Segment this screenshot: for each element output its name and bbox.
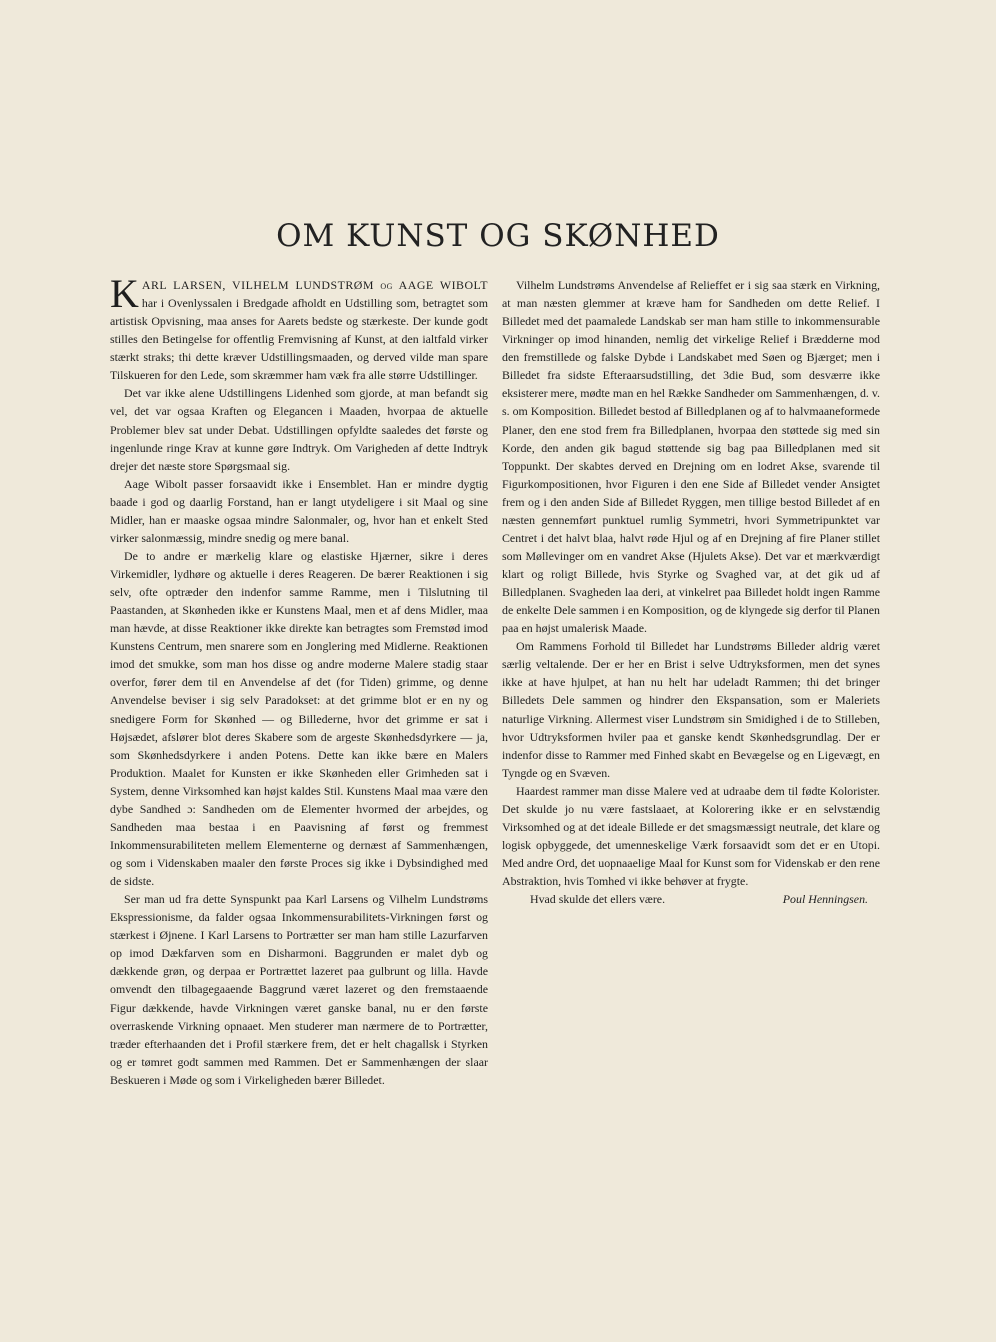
article-title: OM KUNST OG SKØNHED — [276, 218, 720, 254]
drop-cap: K — [110, 271, 139, 316]
lead-in-caps: ARL LARSEN, VILHELM LUNDSTRØM og AAGE WIBOLT — [141, 278, 488, 292]
paragraph-7: Om Rammens Forhold til Billedet har Lundstrøms Billeder aldrig været særlig veltalende. Der er her en Brist i selve Udtryksformen, men det synes ikke at have hjulpet, at han nu helt har udeladt Rammen; thi det bringer Billedets Dele sammen og hindrer den Ekspansation, som er Maleriets naturlige Virkning. Allermest viser Lundstrøm sin Smidighed i de to Stilleben, hvor Udtryksformen hviler paa et ganske kendt Skønhedsgrundlag. Der er indenfor disse to Rammer med Finhed skabt en Bevægelse og en Ligevægt, en Tyngde og en Svæven. — [502, 639, 880, 780]
left-column — [110, 271, 488, 1089]
paragraph-3: Aage Wibolt passer forsaavidt ikke i Ensemblet. Han er mindre dygtig baade i god og daarlig Forstand, han er langt utydeligere i sit Maal og sine Midler, han er maaske ogsaa mindre Salonmaler, og, hvor han et enkelt Sted virker salonmæssig, mindre snedig og mere banal. — [110, 476, 488, 545]
paragraph-8: Haardest rammer man disse Malere ved at udraabe dem til fødte Kolorister. Det skulde jo nu være fastslaaet, at Kolorering ikke er en selvstændig Virksomhed og at det ideale Billede er det smagsmæssigt neutrale, det klare og logisk opbyggede, det umenneskelige Værk forsaavidt som det er en Utopi. Med andre Ord, det uopnaaelige Maal for Kunst som for Videnskab er den rene Abstraktion, hvis Tomhed vi ikke behøver at frygte. — [502, 783, 880, 889]
paragraph-4: De to andre er mærkelig klare og elastiske Hjærner, sikre i deres Virkemidler, lydhøre og aktuelle i deres Reageren. De bærer Reaktionen i sig selv, ofte optræder den indenfor samme Ramme, men i Tilslutning til Paastanden, at Skønheden ikke er Kunstens Maal, men et af dens Midler, maa man hævde, at disse Reaktioner ikke direkte kan betragtes som Fremstød imod Kunstens Centrum, men snarere som en Jonglering med Midlerne. Reaktionen imod det smukke, som man hos disse og andre moderne Malere stadig staar overfor, fører dem til en Anvendelse af det (for Tiden) grimme, og denne Anvendelse beviser i sig selv Paradokset: at det grimme blot er en ny og snedigere Form for Skønhed — og Billederne, hvor det grimme er sat i Højsædet, afslører blot deres Skabere som de argeste Skønhedsdyrkere — ja, som Skønhedsdyrkere i anden Potens. Dette kan ikke bære en Malers Produktion. Maalet for Kunsten er ikke Skønheden eller Grimheden sat i System, denne Virksomhed kan højst kaldes Stil. Kunstens Maal maa være den dybe Sandhed ɔ: Sandheden om de Elementer hvormed der arbejdes, og Sandheden maa bestaa i en Paavisning af først og fremmest Inkommensurabiliteten mellem Elementerne og dernæst af Sammenhængen, og som i Videnskaben maaler den første Proces sig ikke i Dybsindighed med de sidste. — [110, 548, 488, 889]
closing-text: Hvad skulde det ellers være. — [530, 892, 666, 907]
paragraph-2: Det var ikke alene Udstillingens Lidenhed som gjorde, at man befandt sig vel, det var ogsaa Kraften og Elegancen i Maaden, hvorpaa de aktuelle Problemer blev sat under Debat. Udstillingen opfyldte saaledes det første og ingenlunde ringe Krav at kunne gøre Indtryk. Om Varigheden af dette Indtryk drejer det næste store Spørgsmaal sig. — [110, 386, 488, 473]
paragraph-1 — [110, 271, 488, 384]
paragraph-6: Vilhelm Lundstrøms Anvendelse af Relieffet er i sig saa stærk en Virkning, at man næsten glemmer at kræve ham for Sandheden om dette Relief. I Billedet med det paamalede Landskab ser man ham stille to inkommensurable Virkninger op imod hinanden, nemlig det virkelige Relief i Brædderne mod den fremstillede og falske Dybde i Landskabet med Søen og Bjærget; men i Billedet fra sidste Efteraarsudstilling, det 3die Bud, som desværre ikke eksisterer mere, mødte man en hel Række Sandheder om Sammenhængen, d. v. s. om Komposition. Billedet bestod af Billedplanen og af to halvmaaneformede Planer, den ene stod frem fra Billedplanen, hvorpaa den støttede sig med sin Korde, den anden gik bagud støttende sig bag paa Billedplanen med sit Toppunkt. Der skabtes derved en Drejning om en lodret Akse, svarende til Figurkompositionen, hvor Figuren i den ene Side af Billedet vender Ansigtet frem og i den anden Side af Billedet Ryggen, men tillige bestod Billedet af en næsten gennemført punktuel rumlig Symmetri, hvori Symmetripunktet var Centret i det halvt blaa, halvt røde Hjul og af en Drejning af fire Planer stillet som Møllevinger om en vandret Akse (Hjulets Akse). Det var et mærkværdigt klart og roligt Billede, hvis Styrke og Svaghed var, at det gik ud af Billedplanen. Svagheden laa deri, at vinkelret paa Billedet holdt ingen Ramme de enkelte Dele sammen i en Komposition, og de klyngede sig derfor til Planen paa en højst umalerisk Maade. — [502, 278, 880, 636]
right-column — [502, 276, 880, 908]
paragraph-5: Ser man ud fra dette Synspunkt paa Karl Larsens og Vilhelm Lundstrøms Ekspressionisme, da falder ogsaa Inkommensurabilitets-Virkningen først og stærkest i Øjnene. I Karl Larsens to Portrætter ser man ham stille Lazurfarven op imod Dækfarven som en Disharmoni. Baggrunden er malet dyb og dækkende grøn, og derpaa er Portrættet lazeret paa gulbrunt og lilla. Havde omvendt den tilbagegaaende Baggrund været lazeret og den fremstaaende Figur dækkende, havde Virkningen været ganske banal, nu er den første overraskende Virkning opnaaet. Men studerer man nærmere de to Portrætter, træder efterhaanden det i Profil stærkere frem, det er helt chagallsk i Styrken og er tømret godt sammen med Rammen. Det er Sammenhængen der slaar Beskueren i Møde og som i Virkeligheden bærer Billedet. — [110, 892, 488, 1087]
paragraph-1-text: har i Ovenlyssalen i Bredgade afholdt en Udstilling som, betragtet som artistisk Opvisning, maa anses for Aarets bedste og stærkeste. Der kunde godt stilles den Betingelse for offentlig Fremvisning af Kunst, at den ialtfald virker stærkt straks; thi dette kræver Udstillingsmaaden, og derved vilde man spare Tilskueren for den Lede, som skræmmer ham væk fra alle større Udstillinger. — [110, 296, 488, 383]
closing-line — [502, 890, 880, 908]
author-signature: Poul Henningsen. — [782, 892, 868, 907]
